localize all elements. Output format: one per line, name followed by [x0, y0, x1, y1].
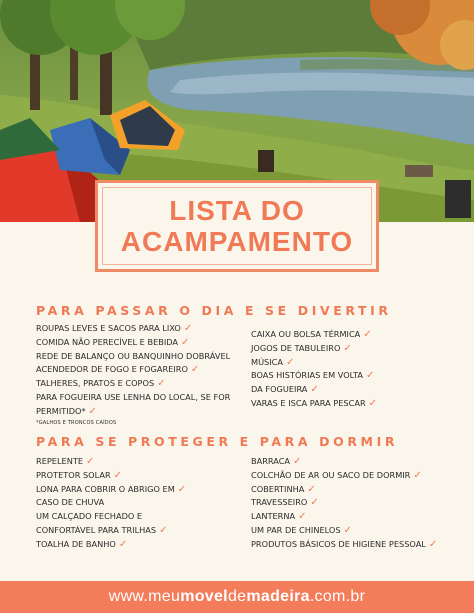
list-item: LONA PARA COBRIR O ABRIGO EM ✓: [36, 483, 187, 495]
list-sleep-right: [251, 455, 437, 552]
list-item: JOGOS DE TABULEIRO ✓: [251, 342, 352, 354]
check-icon: ✓: [159, 524, 168, 536]
check-icon: ✓: [413, 469, 422, 481]
check-icon: ✓: [368, 397, 378, 409]
check-icon: ✓: [181, 336, 190, 348]
list-item: COMIDA NÃO PERECÍVEL E BEBIDA ✓: [36, 336, 190, 348]
list-item: UM CALÇADO FECHADO E: [36, 511, 143, 522]
title-box: [95, 180, 379, 272]
list-item: PARA FOGUEIRA USE LENHA DO LOCAL, SE FOR: [36, 391, 231, 402]
list-item: BOAS HISTÓRIAS EM VOLTA ✓: [251, 370, 375, 382]
check-icon: ✓: [118, 538, 128, 550]
list-item: PROTETOR SOLAR ✓: [36, 469, 123, 481]
list-item: COLCHÃO DE AR OU SACO DE DORMIR ✓: [251, 469, 422, 481]
list-item: DA FOGUEIRA ✓: [251, 384, 319, 396]
list-item: REPELENTE ✓: [36, 456, 95, 467]
list-item: PRODUTOS BÁSICOS DE HIGIENE PESSOAL ✓: [251, 538, 438, 550]
check-icon: ✓: [183, 323, 193, 334]
title-line-1: LISTA DO: [169, 195, 305, 226]
list-item: UM PAR DE CHINELOS ✓: [251, 524, 352, 536]
list-item: REDE DE BALANÇO OU BANQUINHO DOBRÁVEL: [36, 350, 231, 361]
list-item: TRAVESSEIRO ✓: [251, 497, 319, 509]
page-title: [121, 195, 353, 257]
check-icon: ✓: [310, 497, 319, 509]
check-icon: ✓: [286, 356, 295, 368]
list-sleep-left: [36, 455, 186, 552]
list-fun-right: [251, 328, 377, 411]
footer-bar: [0, 581, 474, 613]
list-item: BARRACA ✓: [251, 456, 302, 467]
title-line-2: ACAMPAMENTO: [120, 226, 354, 257]
list-item: LANTERNA ✓: [251, 511, 307, 523]
section-heading-fun: PARA PASSAR O DIA E SE DIVERTIR: [36, 303, 392, 318]
footer-website-link[interactable]: www.meumoveldemadeira.com.br: [108, 588, 366, 605]
list-item: ACENDEDOR DE FOGO E FOGAREIRO ✓: [36, 364, 200, 376]
list-item: TALHERES, PRATOS E COPOS ✓: [36, 378, 166, 390]
list-fun-left: [36, 322, 230, 427]
section-heading-sleep: PARA SE PROTEGER E PARA DORMIR: [36, 434, 399, 449]
list-item: TOALHA DE BANHO ✓: [36, 538, 128, 550]
list-item: VARAS E ISCA PARA PESCAR ✓: [251, 397, 378, 409]
check-icon: ✓: [190, 364, 200, 376]
check-icon: ✓: [343, 524, 352, 536]
list-item: COBERTINHA ✓: [251, 483, 316, 495]
check-icon: ✓: [428, 538, 438, 550]
list-item: ROUPAS LEVES E SACOS PARA LIXO ✓: [36, 323, 193, 334]
check-icon: ✓: [307, 483, 316, 495]
check-icon: ✓: [86, 456, 95, 467]
check-icon: ✓: [363, 329, 372, 340]
check-icon: ✓: [177, 483, 187, 495]
check-icon: ✓: [88, 405, 97, 417]
check-icon: ✓: [293, 456, 302, 467]
check-icon: ✓: [298, 511, 307, 523]
list-item: CONFORTÁVEL PARA TRILHAS ✓: [36, 524, 168, 536]
list-note: *GALHOS E TRONCOS CAÍDOS: [36, 419, 117, 426]
check-icon: ✓: [310, 384, 319, 396]
list-item: PERMITIDO* ✓: [36, 405, 97, 417]
check-icon: ✓: [157, 378, 166, 390]
list-item: MÚSICA ✓: [251, 356, 295, 368]
list-item: CASO DE CHUVA: [36, 497, 105, 508]
list-item: CAIXA OU BOLSA TÉRMICA ✓: [251, 329, 372, 340]
check-icon: ✓: [366, 370, 375, 382]
check-icon: ✓: [343, 342, 352, 354]
check-icon: ✓: [113, 469, 123, 481]
